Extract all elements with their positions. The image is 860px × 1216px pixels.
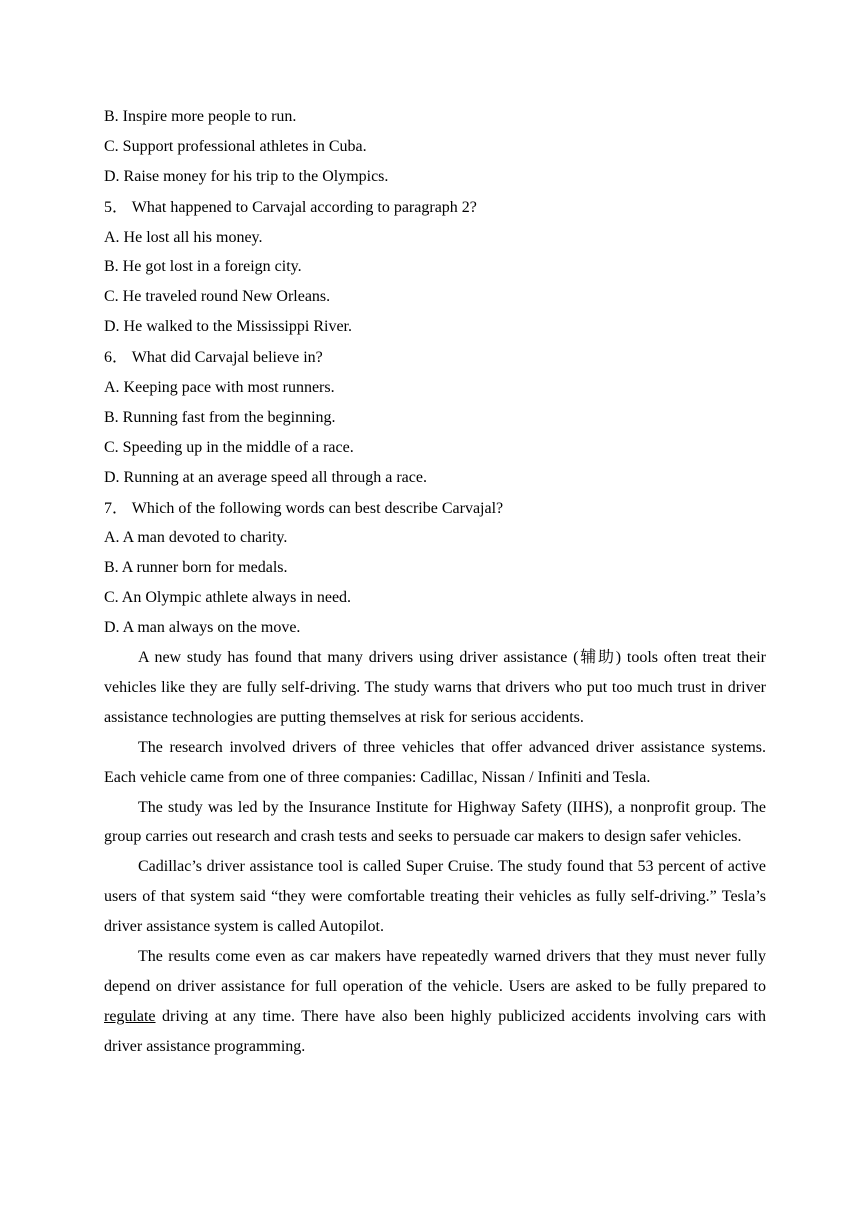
q6-option-a: A. Keeping pace with most runners. [104, 379, 335, 397]
q6-option-c: C. Speeding up in the middle of a race. [104, 438, 354, 456]
q4-option-c: C. Support professional athletes in Cuba. [104, 137, 367, 155]
passage-paragraph-1: A new study has found that many drivers using driver assistance (辅助) tools often treat their vehicles like they are fully self-driving. The study warns that drivers who put too much trust in driver assistance technologies are putting themselves at risk for serious accidents. [104, 649, 766, 726]
page-content [104, 102, 766, 1062]
q7-option-c: C. An Olympic athlete always in need. [104, 589, 352, 607]
passage-paragraph-2: The research involved drivers of three vehicles that offer advanced driver assistance systems. Each vehicle came from one of three companies: Cadillac, Nissan / Infiniti and Tesla. [104, 738, 766, 786]
q5-option-d: D. He walked to the Mississippi River. [104, 318, 352, 336]
q7-option-b: B. A runner born for medals. [104, 559, 288, 577]
q5-option-b: B. He got lost in a foreign city. [104, 258, 302, 276]
q7-stem: 7． Which of the following words can best describe Carvajal? [104, 499, 504, 517]
q5-stem: 5． What happened to Carvajal according to paragraph 2? [104, 198, 477, 216]
q4-option-d: D. Raise money for his trip to the Olympics. [104, 167, 389, 185]
q4-option-b: B. Inspire more people to run. [104, 108, 297, 125]
passage-paragraph-4: Cadillac’s driver assistance tool is called Super Cruise. The study found that 53 percent of active users of that system said “they were comfortable treating their vehicles as fully self-driving.” Tesla’s driver assistance system is called Autopilot. [104, 858, 766, 936]
paragraph-5-text-after: driving at any time. There have also been highly publicized accidents involving cars with driver assistance programming. [104, 1007, 766, 1055]
q6-option-d: D. Running at an average speed all through a race. [104, 468, 427, 486]
q6-option-b: B. Running fast from the beginning. [104, 408, 336, 426]
q6-stem: 6． What did Carvajal believe in? [104, 349, 323, 367]
q5-option-a: A. He lost all his money. [104, 228, 263, 246]
q7-option-d: D. A man always on the move. [104, 619, 301, 637]
q5-option-c: C. He traveled round New Orleans. [104, 288, 331, 306]
paragraph-5-text-before: The results come even as car makers have repeatedly warned drivers that they must never fully depend on driver assistance for full operation of the vehicle. Users are asked to be fully prepared to [104, 948, 766, 995]
passage-paragraph-3: The study was led by the Insurance Institute for Highway Safety (IIHS), a nonprofit group. The group carries out research and crash tests and seeks to persuade car makers to design safer vehicles. [104, 798, 766, 846]
passage-paragraph-5 [104, 942, 766, 1062]
q7-option-a: A. A man devoted to charity. [104, 529, 288, 547]
underlined-word-regulate: regulate [104, 1007, 156, 1025]
